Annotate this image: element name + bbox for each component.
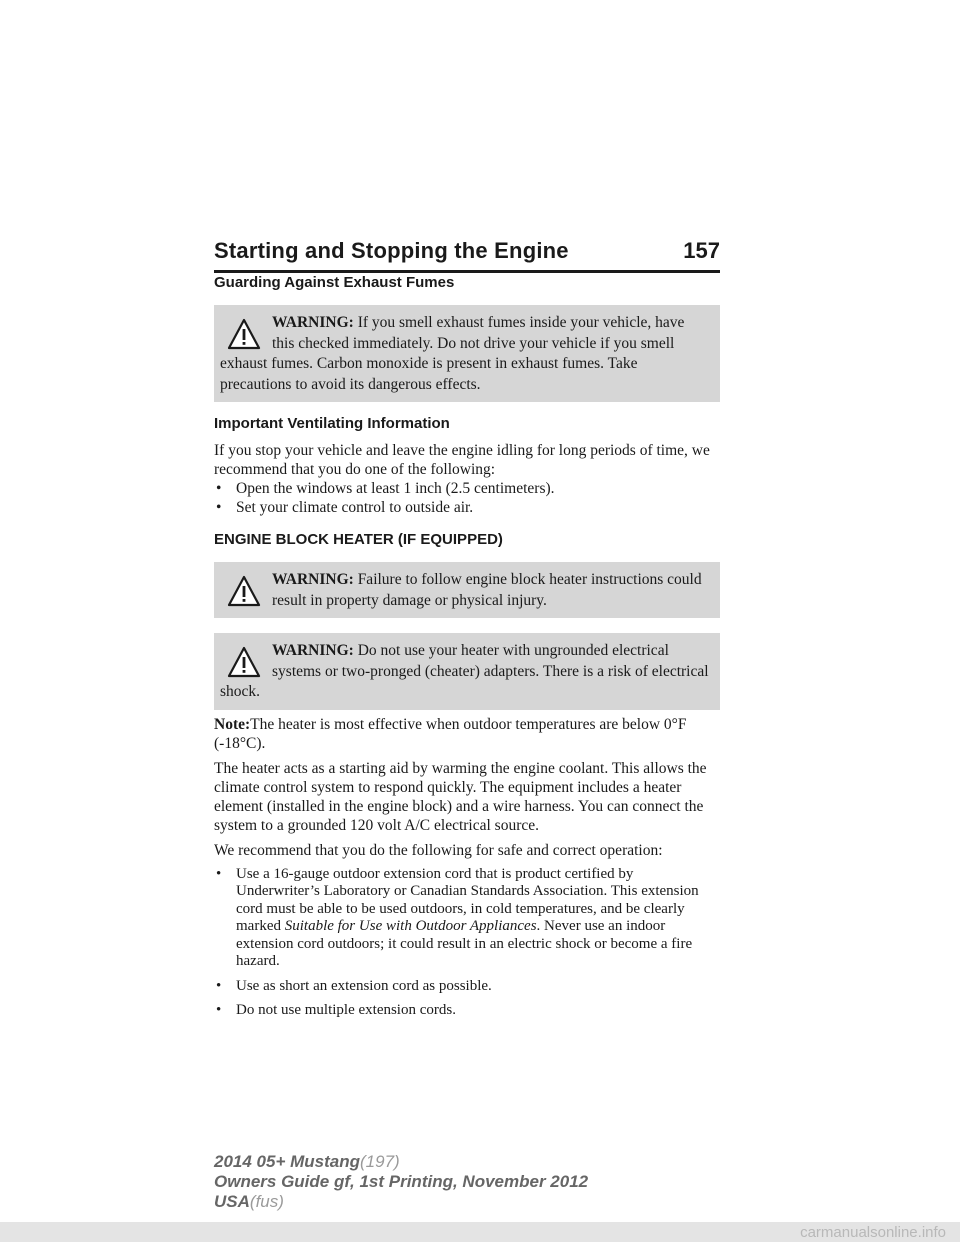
warning-label: WARNING: bbox=[272, 314, 354, 331]
footer-line: USA(fus) bbox=[214, 1192, 284, 1211]
note-paragraph bbox=[214, 715, 720, 753]
warning-text: If you smell exhaust fumes inside your vehicle, have this checked immediately. Do not drive your vehicle if you smell exhaust fumes. Carbon monoxide is present in exhaust fumes. Take precautions to avoid its dangerous effects. bbox=[220, 314, 685, 393]
heading-guarding: Guarding Against Exhaust Fumes bbox=[214, 274, 455, 291]
warning-triangle-icon bbox=[226, 644, 262, 680]
warning-box-electrical bbox=[214, 633, 720, 710]
warning-triangle-icon bbox=[226, 316, 262, 352]
recommend-list bbox=[214, 866, 720, 1020]
heading-ventilating: Important Ventilating Information bbox=[214, 415, 450, 432]
list-item: • Use a 16-gauge outdoor extension cord that is product certified by Underwriter’s Laboratory or Canadian Standards Association. This extension cord must be able to be used outdoors, in cold temperatures, and be clearly marked Suitable for Use with Outdoor Appliances. Never use an indoor extension cord outdoors; it could result in an electric shock or become a fire hazard. bbox=[216, 865, 699, 969]
list-item: • Do not use multiple extension cords. bbox=[216, 1002, 456, 1018]
list-item: • Use as short an extension cord as possible. bbox=[216, 977, 492, 994]
watermark-text: carmanualsonline.info bbox=[800, 1223, 946, 1241]
note-text: The heater is most effective when outdoor temperatures are below 0°F (-18°C). bbox=[214, 715, 687, 752]
heater-paragraph: The heater acts as a starting aid by warming the engine coolant. This allows the climate control system to respond quickly. The equipment includes a heater element (installed in the engine block) and a wire harness. You can connect the system to a grounded 120 volt A/C electrical source. bbox=[214, 759, 707, 834]
warning-text: Do not use your heater with ungrounded electrical systems or two-pronged (cheater) adapters. There is a risk of electrical shock. bbox=[220, 642, 709, 700]
list-item: • Open the windows at least 1 inch (2.5 centimeters). bbox=[216, 480, 555, 497]
warning-triangle-icon bbox=[226, 573, 262, 609]
print-footer bbox=[214, 1152, 734, 1212]
warning-label: WARNING: bbox=[272, 642, 354, 659]
footer-line: 2014 05+ Mustang(197) bbox=[214, 1152, 400, 1171]
warning-box-exhaust bbox=[214, 305, 720, 402]
italic-marking: Suitable for Use with Outdoor Appliances bbox=[284, 918, 537, 934]
note-label: Note: bbox=[214, 715, 251, 733]
warning-label: WARNING: bbox=[272, 571, 354, 588]
page-number: 157 bbox=[683, 238, 720, 263]
ventilating-list bbox=[214, 479, 720, 517]
page-header bbox=[214, 230, 720, 273]
heading-block-heater: ENGINE BLOCK HEATER (IF EQUIPPED) bbox=[214, 531, 503, 548]
recommend-paragraph: We recommend that you do the following for safe and correct operation: bbox=[214, 841, 663, 859]
watermark-bar bbox=[0, 1222, 960, 1242]
ventilating-paragraph: If you stop your vehicle and leave the engine idling for long periods of time, we recommend that you do one of the following: bbox=[214, 442, 710, 478]
list-item: • Set your climate control to outside air. bbox=[216, 499, 474, 516]
section-title: Starting and Stopping the Engine bbox=[214, 238, 569, 263]
footer-line: Owners Guide gf, 1st Printing, November 2012 bbox=[214, 1172, 589, 1191]
warning-box-instructions bbox=[214, 562, 720, 618]
warning-text: Failure to follow engine block heater instructions could result in property damage or physical injury. bbox=[272, 571, 702, 609]
page-content bbox=[214, 270, 720, 1020]
